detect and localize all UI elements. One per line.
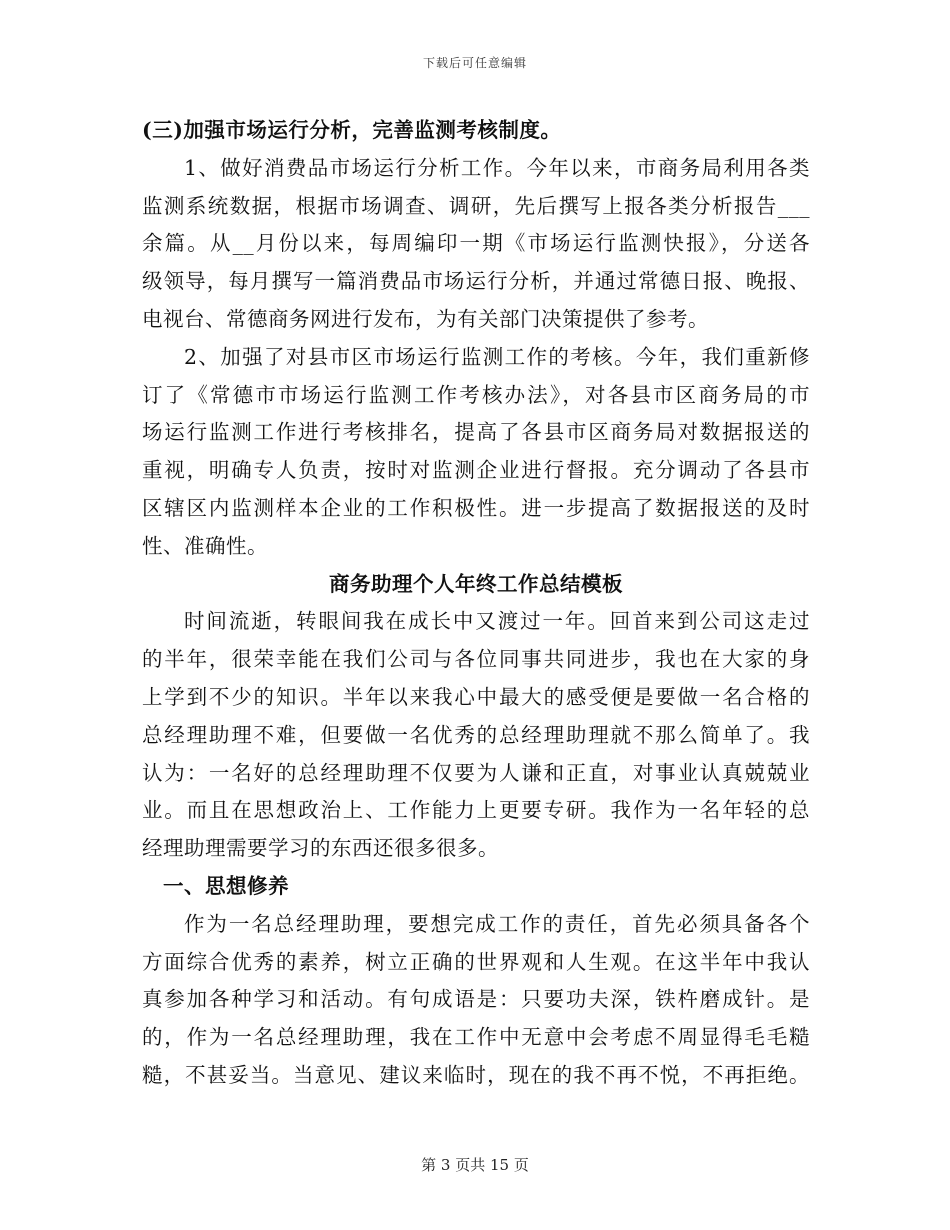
paragraph-line: 电视台、常德商务网进行发布，为有关部门决策提供了参考。 [142,306,709,331]
paragraph-intro [142,603,810,868]
paragraph-line: 重视，明确专人负责，按时对监测企业进行督报。充分调动了各县市 [142,458,810,483]
paragraph-line: 的，作为一名总经理助理，我在工作中无意中会考虑不周显得毛毛糙 [142,1025,810,1050]
paragraph-monitoring-analysis [142,150,810,339]
paragraph-line: 作为一名总经理助理，要想完成工作的责任，首先必须具备各个 [184,911,810,936]
paragraph-line: 业。而且在思想政治上、工作能力上更要专研。我作为一名年轻的总 [142,798,810,823]
section-heading-ideology: 一、思想修养 [163,873,289,898]
paragraph-line: 方面综合优秀的素养，树立正确的世界观和人生观。在这半年中我认 [142,949,810,974]
paragraph-line: 订了《常德市市场运行监测工作考核办法》，对各县市区商务局的市 [142,382,810,407]
paragraph-ideology [142,906,810,1095]
paragraph-line: 区辖区内监测样本企业的工作积极性。进一步提高了数据报送的及时 [142,495,810,520]
paragraph-line: 2、加强了对县市区市场运行监测工作的考核。今年，我们重新修 [184,344,810,369]
paragraph-line: 上学到不少的知识。半年以来我心中最大的感受便是要做一名合格的 [142,684,810,709]
page-number: 第 3 页共 15 页 [421,1156,529,1174]
paragraph-line: 经理助理需要学习的东西还很多很多。 [142,836,499,861]
paragraph-line: 糙，不甚妥当。当意见、建议来临时，现在的我不再不悦，不再拒绝。 [142,1062,810,1087]
paragraph-line: 余篇。从__月份以来，每周编印一期《市场运行监测快报》，分送各 [142,231,810,256]
paragraph-line: 监测系统数据，根据市场调查、调研，先后撰写上报各类分析报告___ [142,193,810,218]
page-header-note: 下载后可任意编辑 [422,56,527,70]
paragraph-assessment [142,339,810,566]
paragraph-line: 场运行监测工作进行考核排名，提高了各县市区商务局对数据报送的 [142,420,810,445]
paragraph-line: 的半年，很荣幸能在我们公司与各位同事共同进步，我也在大家的身 [142,647,810,672]
paragraph-line: 级领导，每月撰写一篇消费品市场运行分析，并通过常德日报、晚报、 [142,269,810,294]
section-heading-3: (三)加强市场运行分析，完善监测考核制度。 [142,118,562,142]
paragraph-line: 真参加各种学习和活动。有句成语是：只要功夫深，铁杵磨成针。是 [142,987,810,1012]
article-title: 商务助理个人年终工作总结模板 [329,571,623,596]
document-body [142,112,810,1095]
paragraph-line: 时间流逝，转眼间我在成长中又渡过一年。回首来到公司这走过 [184,609,810,634]
paragraph-line: 性、准确性。 [142,533,268,558]
paragraph-line: 认为：一名好的总经理助理不仅要为人谦和正直，对事业认真兢兢业 [142,760,810,785]
paragraph-line: 1、做好消费品市场运行分析工作。今年以来，市商务局利用各类 [184,155,810,180]
paragraph-line: 总经理助理不难，但要做一名优秀的总经理助理就不那么简单了。我 [142,722,810,747]
